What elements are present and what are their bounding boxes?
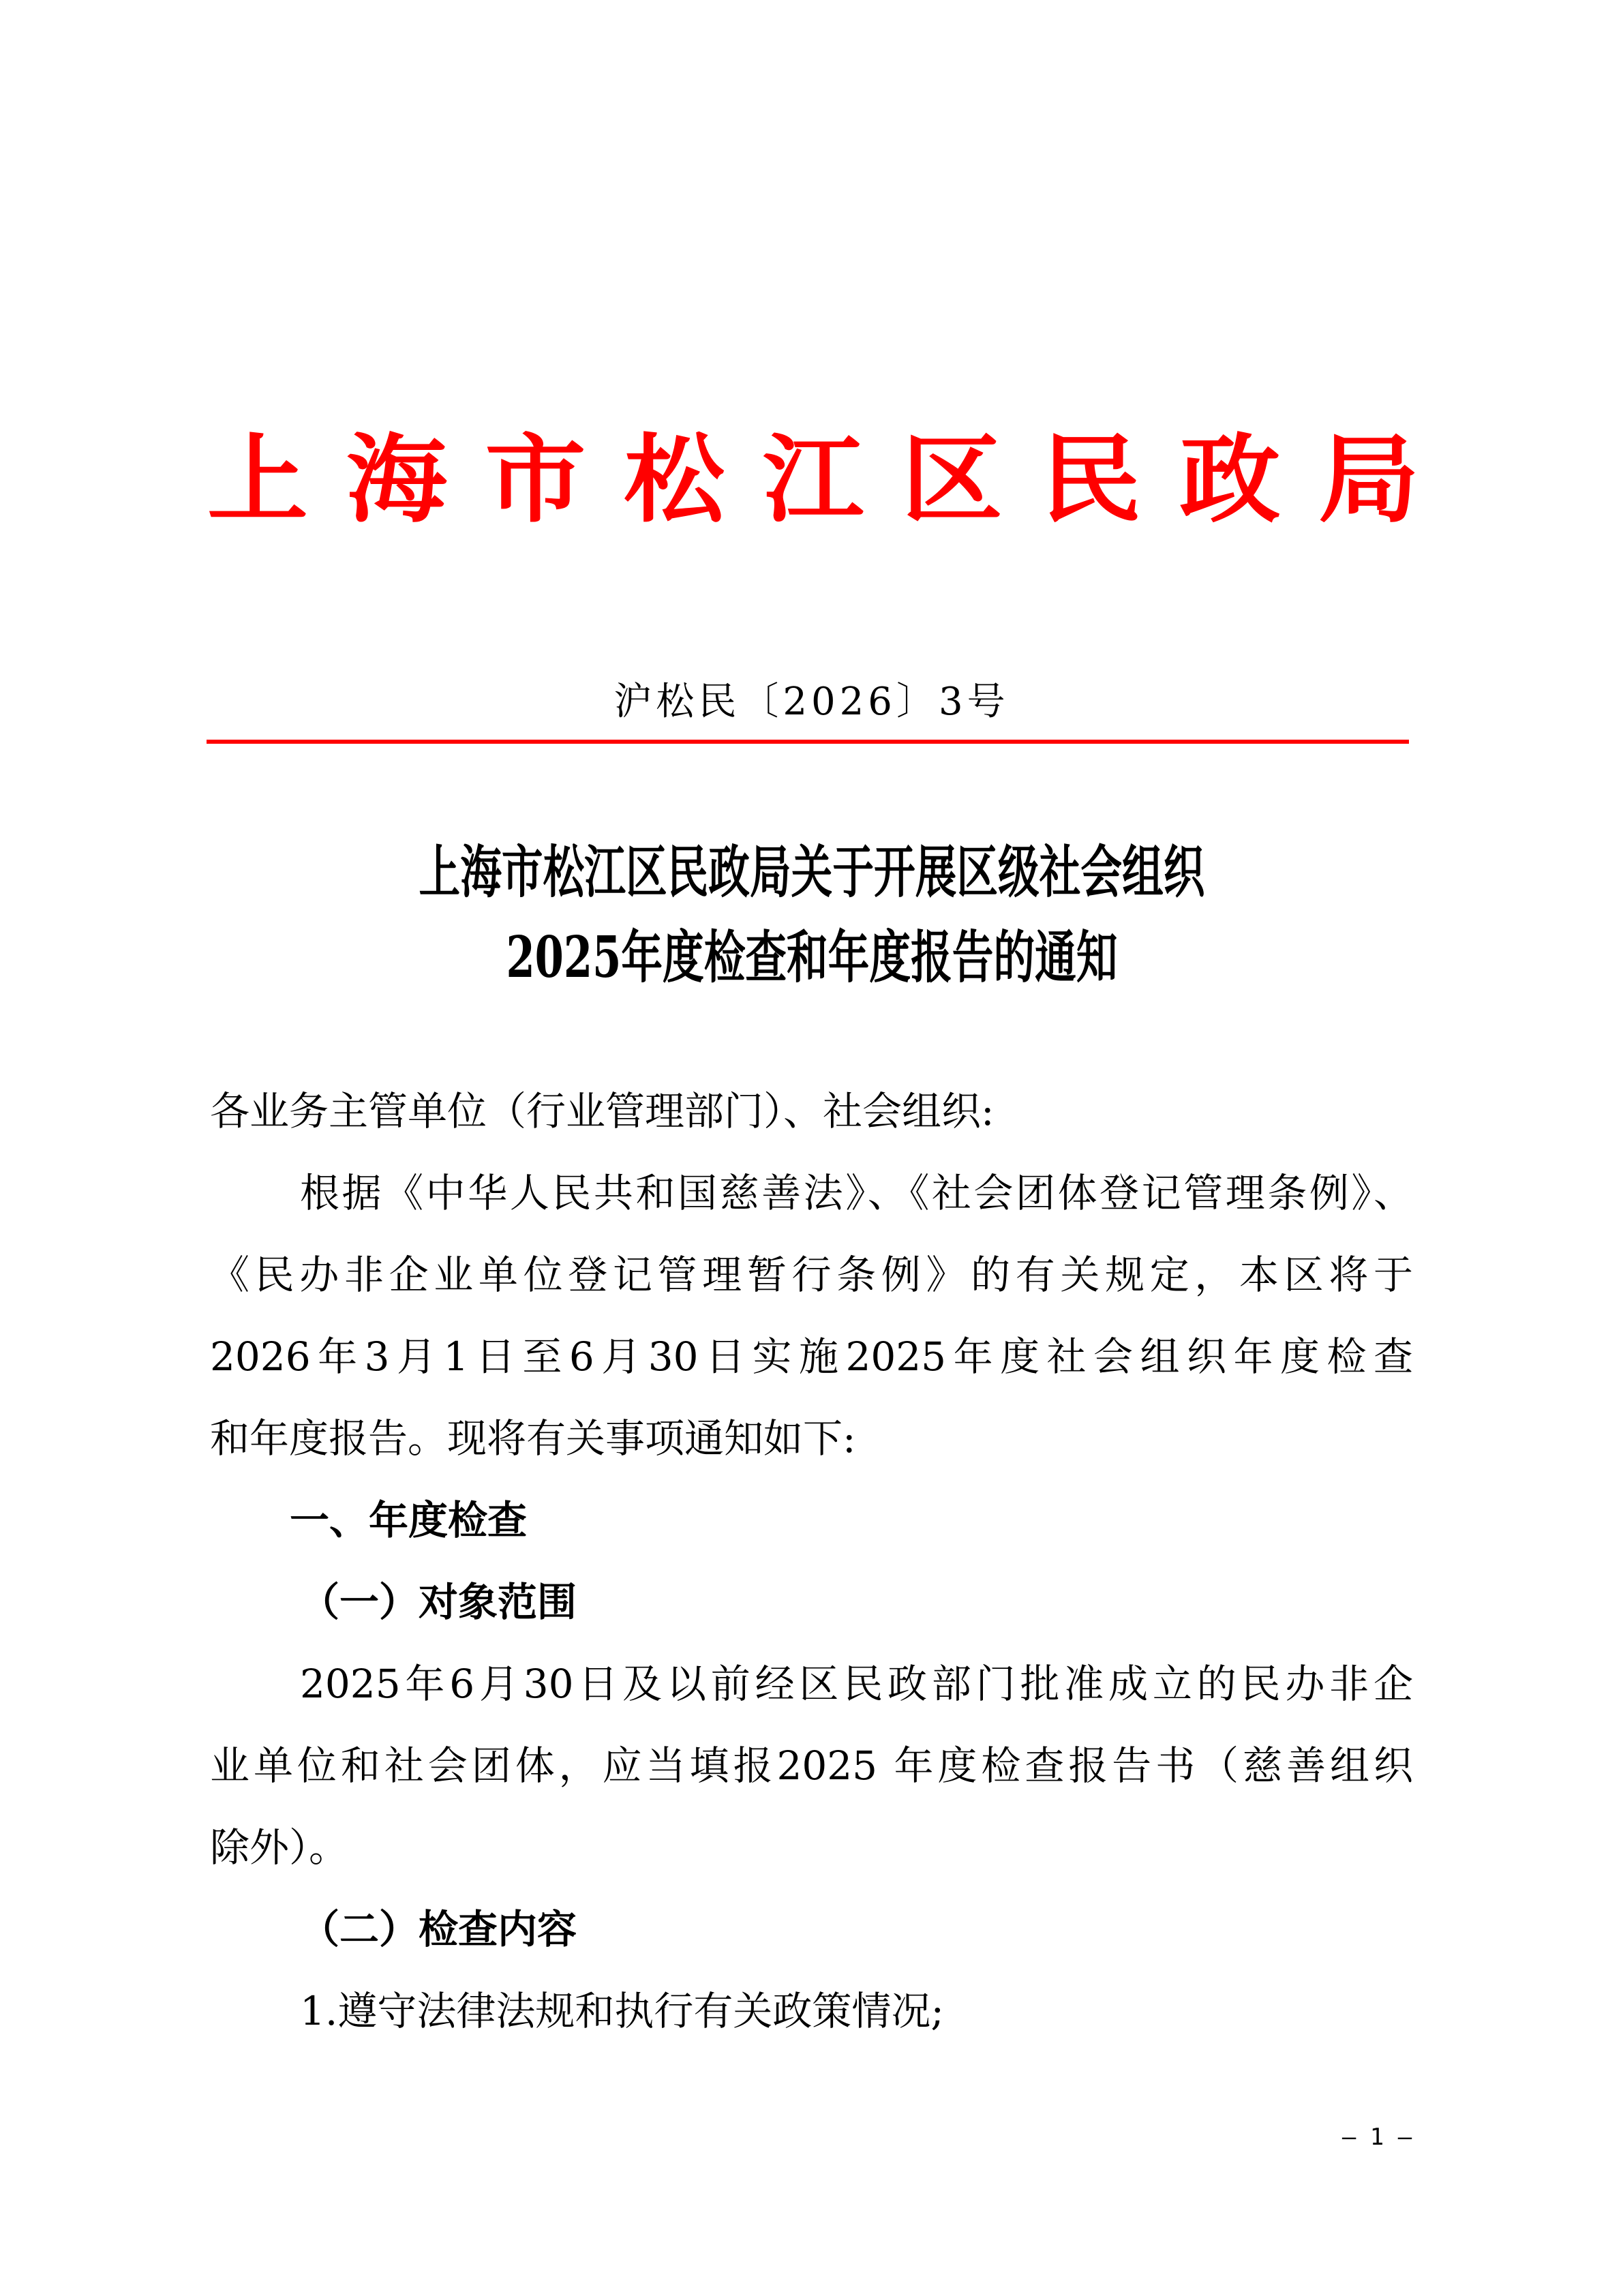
paragraph-line: 《民办非企业单位登记管理暂行条例》的有关规定，本区将于 (210, 1252, 1413, 1298)
salutation: 各业务主管单位（行业管理部门）、社会组织: (210, 1088, 995, 1134)
title-text: 2025年度检查和年度报告的通知 (505, 924, 1118, 991)
subsection-heading: （二）检查内容 (300, 1906, 577, 1952)
masthead-char: 江 (763, 423, 864, 536)
masthead-char: 海 (346, 423, 447, 536)
masthead-char: 政 (1179, 423, 1281, 536)
title-text: 上海市松江区民政局关于开展区级社会组织 (419, 839, 1204, 906)
red-masthead (207, 421, 1420, 537)
masthead-char: 上 (207, 423, 308, 536)
paragraph-line: 2026年3月1日至6月30日实施2025年度社会组织年度检查 (210, 1333, 1413, 1380)
masthead-char: 局 (1318, 423, 1419, 536)
paragraph-line: 和年度报告。现将有关事项通知如下: (210, 1415, 856, 1462)
document-title-line-2 (0, 920, 1623, 995)
red-divider-rule (207, 740, 1409, 744)
paragraph-line: 根据《中华人民共和国慈善法》、《社会团体登记管理条例》、 (300, 1170, 1413, 1216)
document-title-line-1 (0, 835, 1623, 910)
list-item: 1.遵守法律法规和执行有关政策情况; (300, 1988, 944, 2034)
masthead-char: 民 (1040, 423, 1142, 536)
paragraph-line: 除外）。 (210, 1824, 349, 1871)
document-number: 沪松民〔2026〕3号 (613, 680, 1010, 724)
masthead-char: 松 (624, 423, 725, 536)
masthead-char: 区 (901, 423, 1003, 536)
section-heading: 一、年度检查 (290, 1497, 528, 1543)
subsection-heading: （一）对象范围 (300, 1579, 577, 1625)
paragraph-line: 2025年6月30日及以前经区民政部门批准成立的民办非企 (300, 1661, 1413, 1707)
masthead-char: 市 (485, 423, 586, 536)
paragraph-line: 业单位和社会团体，应当填报2025 年度检查报告书（慈善组织 (210, 1742, 1413, 1789)
page-number: — 1 — (1341, 2124, 1412, 2151)
